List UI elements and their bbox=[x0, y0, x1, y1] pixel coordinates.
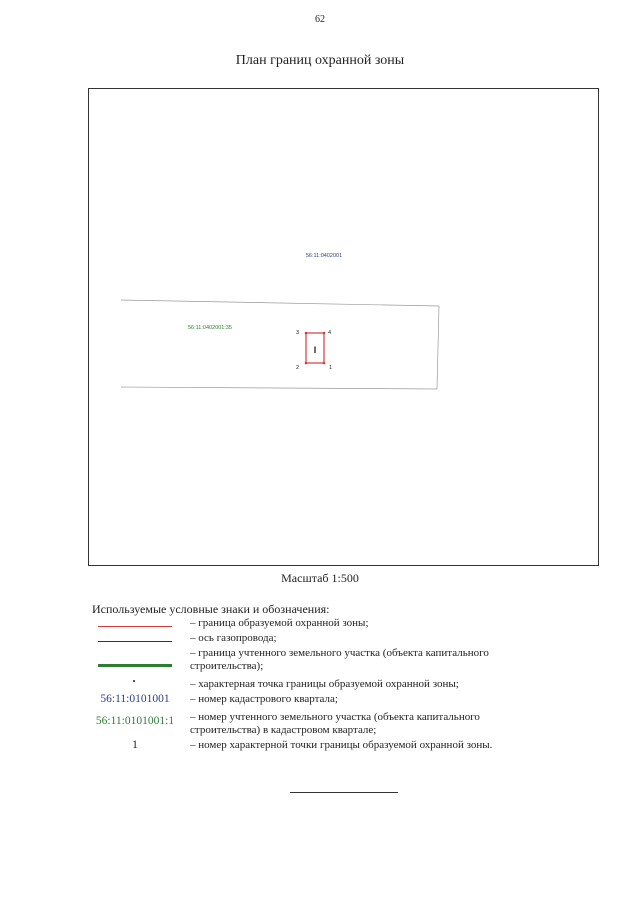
point-label-2: 2 bbox=[296, 365, 300, 371]
point-label-4: 4 bbox=[328, 330, 332, 336]
point-number-symbol: 1 bbox=[132, 739, 138, 751]
point-label-3: 3 bbox=[296, 330, 300, 336]
quarter-number-symbol: 56:11:0101001 bbox=[100, 693, 170, 705]
point-label-1: 1 bbox=[329, 365, 333, 371]
legend-heading: Используемые условные знаки и обозначения: bbox=[92, 602, 330, 616]
plan-title: План границ охранной зоны bbox=[235, 53, 405, 68]
zone-point-4 bbox=[323, 332, 326, 335]
map-frame bbox=[88, 88, 599, 566]
page-number: 62 bbox=[315, 14, 325, 25]
legend-description: – номер учтенного земельного участка (объекта капитального строительства) в кадастровом квартале; bbox=[190, 711, 480, 736]
parcel-number-symbol: 56:11:0101001:1 bbox=[95, 715, 175, 727]
legend-description: – номер характерной точки границы образуемой охранной зоны. bbox=[190, 739, 493, 751]
parcel-number-label: 56:11:0402001:35 bbox=[188, 325, 232, 331]
dark-line-symbol bbox=[98, 641, 172, 642]
legend-description: – номер кадастрового квартала; bbox=[190, 693, 338, 705]
zone-marker: I bbox=[313, 345, 317, 355]
legend-description: – ось газопровода; bbox=[190, 632, 277, 644]
green-line-symbol bbox=[98, 664, 172, 667]
zone-point-2 bbox=[305, 362, 308, 365]
point-symbol bbox=[133, 680, 135, 682]
red-line-symbol bbox=[98, 626, 172, 627]
legend-description: – граница образуемой охранной зоны; bbox=[190, 617, 369, 629]
quarter-number-label: 56:11:0402001 bbox=[305, 253, 343, 259]
zone-point-3 bbox=[305, 332, 308, 335]
parcel-boundary bbox=[121, 300, 439, 389]
zone-point-1 bbox=[323, 362, 326, 365]
legend-description: – характерная точка границы образуемой охранной зоны; bbox=[190, 678, 459, 690]
bottom-rule bbox=[290, 792, 398, 793]
legend-description: – граница учтенного земельного участка (объекта капитального строительства); bbox=[190, 647, 489, 672]
cadastral-map bbox=[89, 89, 599, 566]
scale-label: Масштаб 1:500 bbox=[281, 571, 359, 585]
